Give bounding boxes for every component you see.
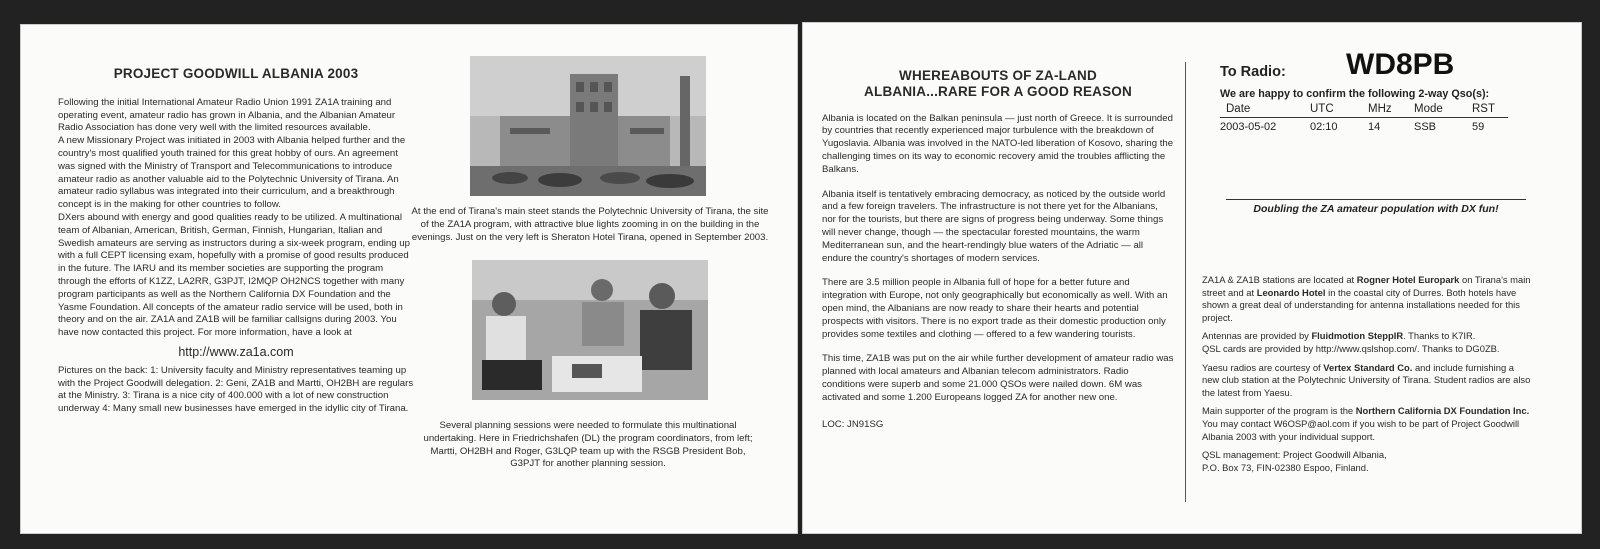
planning-session-caption: Several planning sessions were needed to formulate this multinational undertaking. Here in Friedrichshafen (DL) the program coordinators, from left; Martti, OH2BH and Roger, G3LQP team up with the RSGB President Bob, G3PJT for another planning session. xyxy=(423,420,753,470)
democracy-paragraph: Albania itself is tentatively embracing democracy, as noticed by the outside world and a few foreign travelers. The infrastructure is not there yet for the Albanians, nor for the tourists, but there are signs of progress being underway. Some things will never change, though — the spectacular forested mountains, the warm Mediterranean sun, and the heart-rendingly blue waters of the Adriatic — all endure the country's shortages of modern services. xyxy=(822,188,1166,264)
yaesu-text-b: and include furnishing a new club station at the Polytechnic University of Tirana. Student radios are also the latest from Yaesu. xyxy=(1202,361,1531,398)
qso-mode: SSB xyxy=(1414,121,1437,133)
hotels-text-c: in the coastal city of Durres. Both hotels have shown a great deal of understanding for antenna installations needed for this project. xyxy=(1202,286,1520,323)
university-photo xyxy=(470,56,706,196)
qsl-confirmation-block xyxy=(1220,48,1520,133)
qso-date: 2003-05-02 xyxy=(1220,121,1277,133)
confirm-text: We are happy to confirm the following 2-way Qso(s): xyxy=(1220,88,1490,100)
yaesu-paragraph xyxy=(1202,362,1532,400)
steppir-sponsor: Fluidmotion SteppIR xyxy=(1311,330,1404,342)
population-paragraph: There are 3.5 million people in Albania full of hope for a better future and integration with Europe, not only geographically but economically as well. With an open mind, the Albanians are now ready to share their hearts and potential prospects with visitors. There is no export trade as their domestic production only provides some textiles and clothing — offered to a few wandering tourists. xyxy=(822,277,1168,340)
antennas-text-a: Antennas are provided by xyxy=(1202,330,1312,342)
planning-session-image xyxy=(472,260,708,400)
right-card-panel xyxy=(802,22,1582,534)
supporter-text-b: You may contact W6OSP@aol.com if you wish to be part of Project Goodwill Albania 2003 with your individual support. xyxy=(1202,417,1520,442)
project-goodwill-column xyxy=(58,68,414,416)
qso-utc: 02:10 xyxy=(1310,121,1338,133)
planning-session-photo xyxy=(472,260,708,400)
qso-table xyxy=(1220,103,1508,133)
callsign: WD8PB xyxy=(1346,48,1455,81)
slogan: Doubling the ZA amateur population with DX fun! xyxy=(1253,203,1499,215)
project-title: PROJECT GOODWILL ALBANIA 2003 xyxy=(113,66,359,81)
qso-mhz: 14 xyxy=(1368,121,1381,133)
hotels-paragraph xyxy=(1202,274,1532,324)
column-divider xyxy=(1185,62,1186,502)
whereabouts-title-line1: WHEREABOUTS OF ZA-LAND xyxy=(899,68,1097,83)
antennas-text-b: . Thanks to K7IR. xyxy=(1403,330,1476,342)
pictures-note: Pictures on the back: 1: University faculty and Ministry representatives teaming up with the Project Goodwill delegation. 2: Geni, ZA1B and Martti, OH2BH are regulars at the Ministry. 3: Tirana is a nice city of 400.000 with a lot of new construction underway 4: Many small new businesses have emerged in the idyllic city of Tirana. xyxy=(58,364,414,415)
whereabouts-column xyxy=(822,70,1174,431)
missionary-paragraph: A new Missionary Project was initiated in 2003 with Albania helped further and the country's most qualified youth trained for this great hobby of ours. An agreement was signed with the Ministry of Transport and Telecommunications to introduce amateur radio as another valuable aid to the Polytechnic University of Tirana. An amateur radio syllabus was integrated into their curriculum, and a breakthrough concept is in the making for other countries to follow. xyxy=(58,135,406,211)
qsl-cards-paragraph: QSL cards are provided by http://www.qslshop.com/. Thanks to DG0ZB. xyxy=(1202,342,1500,354)
ncdxf-sponsor: Northern California DX Foundation Inc. xyxy=(1355,405,1530,417)
university-building-image xyxy=(470,56,706,196)
to-radio-label: To Radio: xyxy=(1220,64,1286,80)
za1b-paragraph: This time, ZA1B was put on the air while further development of amateur radio was planned with local amateurs and Albanian telecom administrators. Radio conditions were superb and some 21.000 QSOs were nailed down. 6M was activated and some 1.200 Europeans logged ZA for another new one. xyxy=(822,353,1174,403)
qso-table-header xyxy=(1220,103,1508,118)
dxers-paragraph: DXers abound with energy and good qualities ready to be utilized. A multinational team of Albanian, American, British, German, Finnish, Hungarian, Italian and Swedish amateurs are serving as instructors during a six-week program, ending up with a full CEPT licensing exam, hopefully with a promise of good results produced in the future. The IARU and its member societies are supporting the program through the efforts of K1ZZ, LA2RR, G3PJT, I2MQP OH2NCS together with many program participants as well as the Northern California DX Foundation and the Yasme Foundation. All concepts of the amateur radio service will be used, both in theory and on the air. ZA1A and ZA1B will be familiar callsigns during 2003. You have now contacted this project. For more information, have a look at xyxy=(58,211,410,339)
university-photo-caption: At the end of Tirana's main steet stands the Polytechnic University of Tirana, the site of the ZA1A program, with attractive blue lights zooming in on the building in the evenings. Just on the very left is Sheraton Hotel Tirana, opened in September 2003. xyxy=(411,206,769,243)
antennas-paragraph xyxy=(1202,330,1532,343)
hotels-text-b: on Tirana's main street and at xyxy=(1202,274,1531,298)
vertex-sponsor: Vertex Standard Co. xyxy=(1323,361,1413,373)
supporter-text-a: Main supporter of the program is the xyxy=(1202,405,1356,417)
left-card-panel xyxy=(20,24,798,534)
col-rst: RST xyxy=(1472,103,1508,118)
hotels-text-a: ZA1A & ZA1B stations are located at xyxy=(1202,274,1357,285)
project-url[interactable]: http://www.za1a.com xyxy=(178,344,294,359)
supporter-paragraph xyxy=(1202,405,1532,443)
col-mode: Mode xyxy=(1414,103,1472,118)
col-mhz: MHz xyxy=(1368,103,1414,118)
rogner-hotel: Rogner Hotel Europark xyxy=(1356,274,1460,285)
location-paragraph: Albania is located on the Balkan peninsula — just north of Greece. It is surrounded by countries that recently experienced major turbulence with the breakdown of Yugoslavia. Albania was involved in the NATO-led liberation of Kosovo, sharing the challenging times on its way to economic recovery amid the troubles afflicting the Balkans. xyxy=(822,112,1174,175)
table-row xyxy=(1220,118,1508,134)
sponsor-info-column xyxy=(1202,274,1532,474)
qsl-management-line2: P.O. Box 73, FIN-02380 Espoo, Finland. xyxy=(1202,461,1369,473)
leonardo-hotel: Leonardo Hotel xyxy=(1256,286,1326,298)
yaesu-text-a: Yaesu radios are courtesy of xyxy=(1202,361,1324,373)
col-date: Date xyxy=(1220,103,1310,118)
qso-rst: 59 xyxy=(1472,121,1485,133)
locator-text: LOC: JN91SG xyxy=(822,418,884,430)
intro-paragraph: Following the initial International Amateur Radio Union 1991 ZA1A training and operating event, amateur radio has grown in Albania, and the Albanian Amateur Radio Association has done very well with the limited resources available. xyxy=(58,96,396,134)
qsl-management-line1: QSL management: Project Goodwill Albania, xyxy=(1202,449,1387,461)
whereabouts-title-line2: ALBANIA...RARE FOR A GOOD REASON xyxy=(864,83,1132,99)
slogan-rule xyxy=(1226,199,1526,200)
col-utc: UTC xyxy=(1310,103,1368,118)
